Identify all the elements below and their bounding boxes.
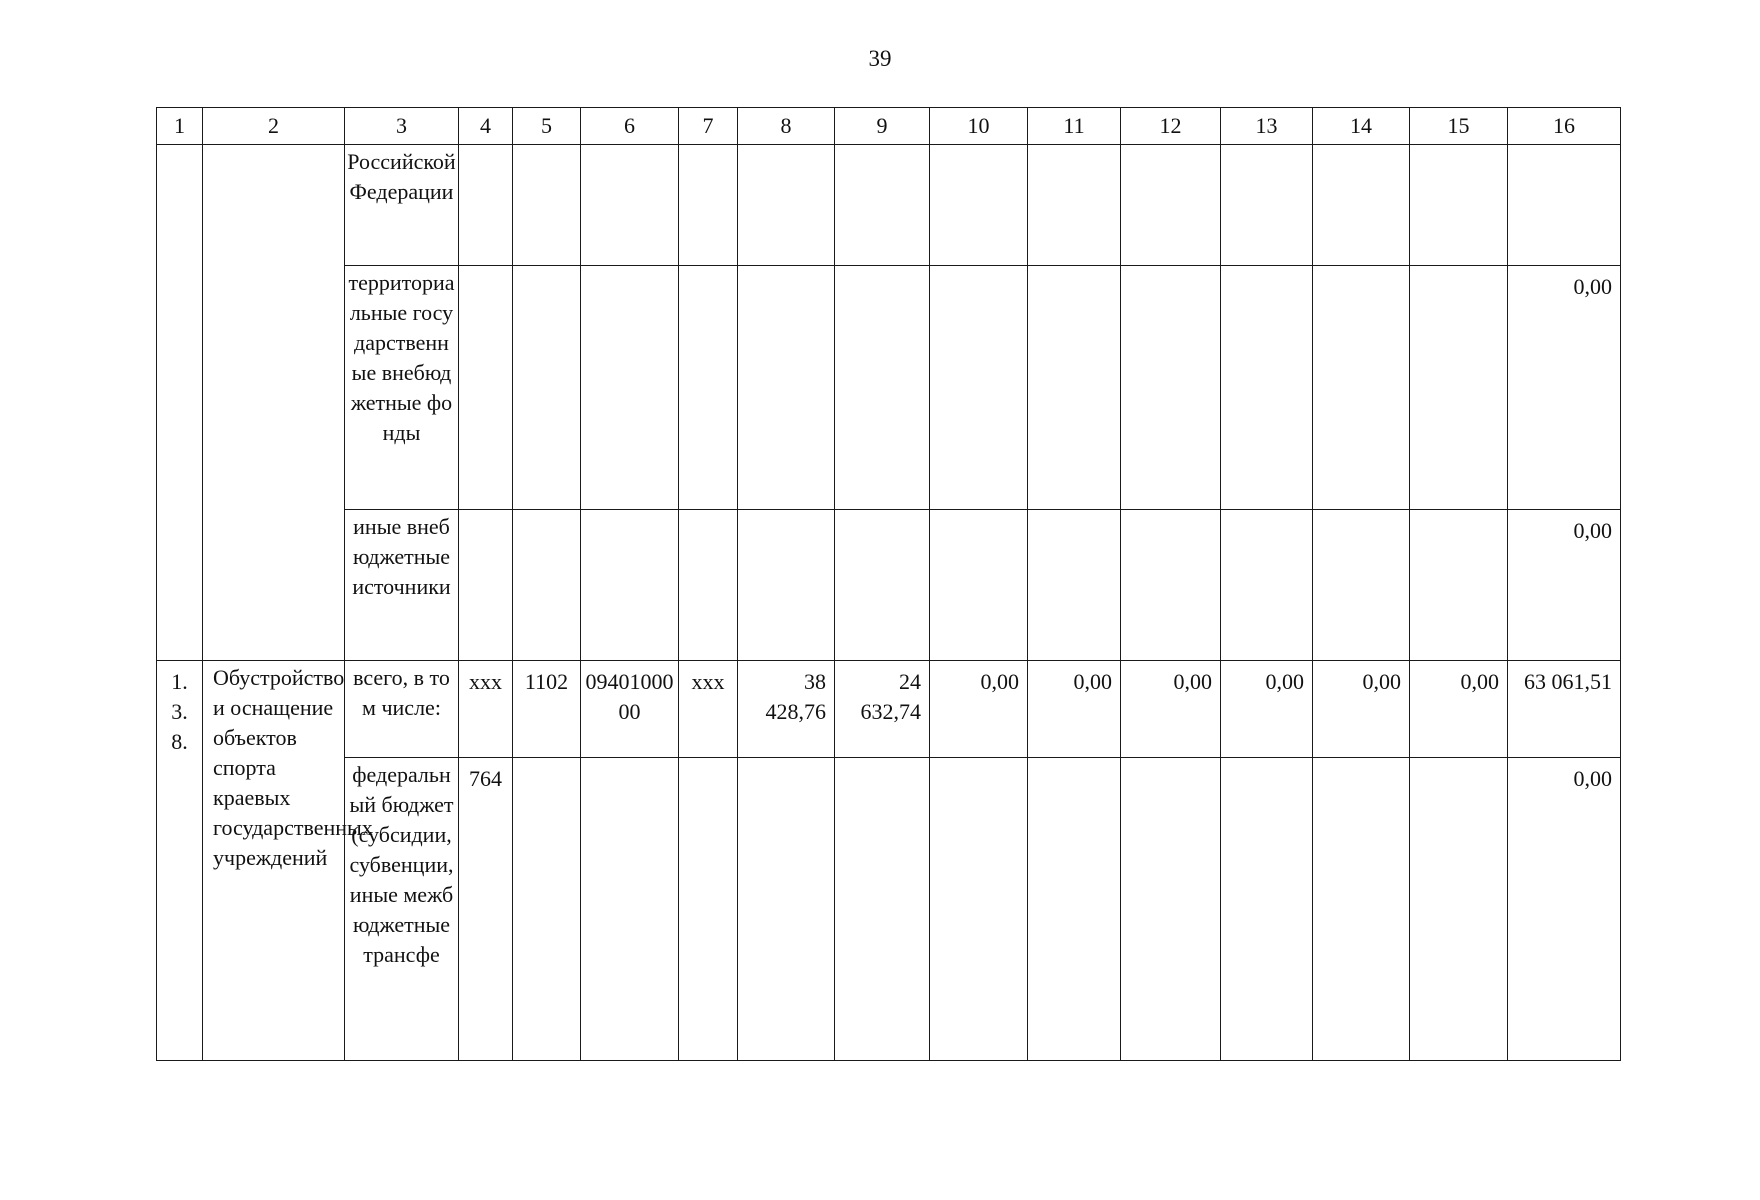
- table-cell: [1410, 510, 1508, 661]
- table-cell: [1028, 758, 1121, 1061]
- table-cell: [930, 758, 1028, 1061]
- table-cell: [581, 510, 679, 661]
- row-index-part: 8.: [171, 729, 188, 754]
- table-cell: [1028, 145, 1121, 266]
- table-cell: [738, 510, 835, 661]
- header-cell: 16: [1508, 108, 1621, 145]
- funding-source-cell: Российской Федерации: [345, 145, 459, 266]
- header-cell: 2: [203, 108, 345, 145]
- table-cell: [1410, 758, 1508, 1061]
- row-index-cell: [157, 145, 203, 661]
- table-cell: [930, 510, 1028, 661]
- table-cell: [1028, 510, 1121, 661]
- funding-source-cell: иные внебюджетные источники: [345, 510, 459, 661]
- table-cell: [835, 510, 930, 661]
- header-cell: 8: [738, 108, 835, 145]
- header-cell: 15: [1410, 108, 1508, 145]
- row-name-cell: [203, 145, 345, 661]
- header-cell: 6: [581, 108, 679, 145]
- table-cell: 0,00: [1313, 661, 1410, 758]
- table-cell: [1221, 145, 1313, 266]
- header-cell: 13: [1221, 108, 1313, 145]
- header-cell: 11: [1028, 108, 1121, 145]
- table-cell: [581, 758, 679, 1061]
- table-cell: 0940100000: [581, 661, 679, 758]
- table-cell: [679, 145, 738, 266]
- table-cell: ххх: [459, 661, 513, 758]
- table-cell: 0,00: [1028, 661, 1121, 758]
- header-cell: 14: [1313, 108, 1410, 145]
- table-cell: [459, 145, 513, 266]
- table-cell: 38 428,76: [738, 661, 835, 758]
- header-cell: 4: [459, 108, 513, 145]
- header-cell: 5: [513, 108, 581, 145]
- table-cell: [1313, 266, 1410, 510]
- header-cell: 10: [930, 108, 1028, 145]
- table-cell: [679, 758, 738, 1061]
- funding-source-cell: федеральный бюджет (субсидии, субвенции, иные межбюджетные трансфе: [345, 758, 459, 1061]
- table-cell: [738, 145, 835, 266]
- table-cell: [513, 266, 581, 510]
- header-cell: 12: [1121, 108, 1221, 145]
- table-header-row: [157, 108, 1621, 145]
- funding-source-cell: всего, в том числе:: [345, 661, 459, 758]
- table-cell: ххх: [679, 661, 738, 758]
- page-number: 39: [868, 46, 892, 71]
- header-cell: 3: [345, 108, 459, 145]
- table-cell: [513, 510, 581, 661]
- header-cell: 7: [679, 108, 738, 145]
- table-cell: [1121, 145, 1221, 266]
- table-cell: 0,00: [1121, 661, 1221, 758]
- table-cell: [1410, 145, 1508, 266]
- total-cell: [1508, 145, 1621, 266]
- table-cell: 0,00: [1410, 661, 1508, 758]
- table-cell: [1121, 758, 1221, 1061]
- table-cell: [835, 145, 930, 266]
- table-row: [157, 661, 1621, 758]
- table-row: [157, 758, 1621, 1061]
- table-cell: [459, 266, 513, 510]
- table-cell: [738, 758, 835, 1061]
- table-cell: [679, 510, 738, 661]
- table-cell: 0,00: [930, 661, 1028, 758]
- table-row: [157, 145, 1621, 266]
- row-index-cell: [157, 661, 203, 1061]
- total-cell: 0,00: [1508, 266, 1621, 510]
- table-cell: [581, 145, 679, 266]
- table-cell: [513, 758, 581, 1061]
- total-cell: 63 061,51: [1508, 661, 1621, 758]
- budget-table: [156, 107, 1621, 1061]
- table-cell: [1121, 510, 1221, 661]
- header-cell: 1: [157, 108, 203, 145]
- table-cell: [1221, 510, 1313, 661]
- row-index-part: 1.: [171, 669, 188, 694]
- table-cell: [1221, 266, 1313, 510]
- total-cell: 0,00: [1508, 758, 1621, 1061]
- table-cell: [1028, 266, 1121, 510]
- table-row: [157, 266, 1621, 510]
- table-cell: [1313, 145, 1410, 266]
- table-cell: [679, 266, 738, 510]
- row-index-part: 3.: [171, 699, 188, 724]
- table-row: [157, 510, 1621, 661]
- header-cell: 9: [835, 108, 930, 145]
- table-cell: [835, 758, 930, 1061]
- table-cell: [1313, 510, 1410, 661]
- total-cell: 0,00: [1508, 510, 1621, 661]
- table-cell: [581, 266, 679, 510]
- table-cell: 1102: [513, 661, 581, 758]
- table-cell: [1313, 758, 1410, 1061]
- table-cell: 0,00: [1221, 661, 1313, 758]
- table-cell: 24 632,74: [835, 661, 930, 758]
- table-cell: [1121, 266, 1221, 510]
- table-cell: [1221, 758, 1313, 1061]
- table-cell: [930, 266, 1028, 510]
- table-cell: [513, 145, 581, 266]
- row-name-cell: Обустройство и оснащение объектов спорта краевых государственных учреждений: [203, 661, 345, 1061]
- table-cell: [835, 266, 930, 510]
- table-cell: [930, 145, 1028, 266]
- table-cell: 764: [459, 758, 513, 1061]
- funding-source-cell: территориальные государственные внебюджетные фонды: [345, 266, 459, 510]
- table-cell: [459, 510, 513, 661]
- table-cell: [1410, 266, 1508, 510]
- table-cell: [738, 266, 835, 510]
